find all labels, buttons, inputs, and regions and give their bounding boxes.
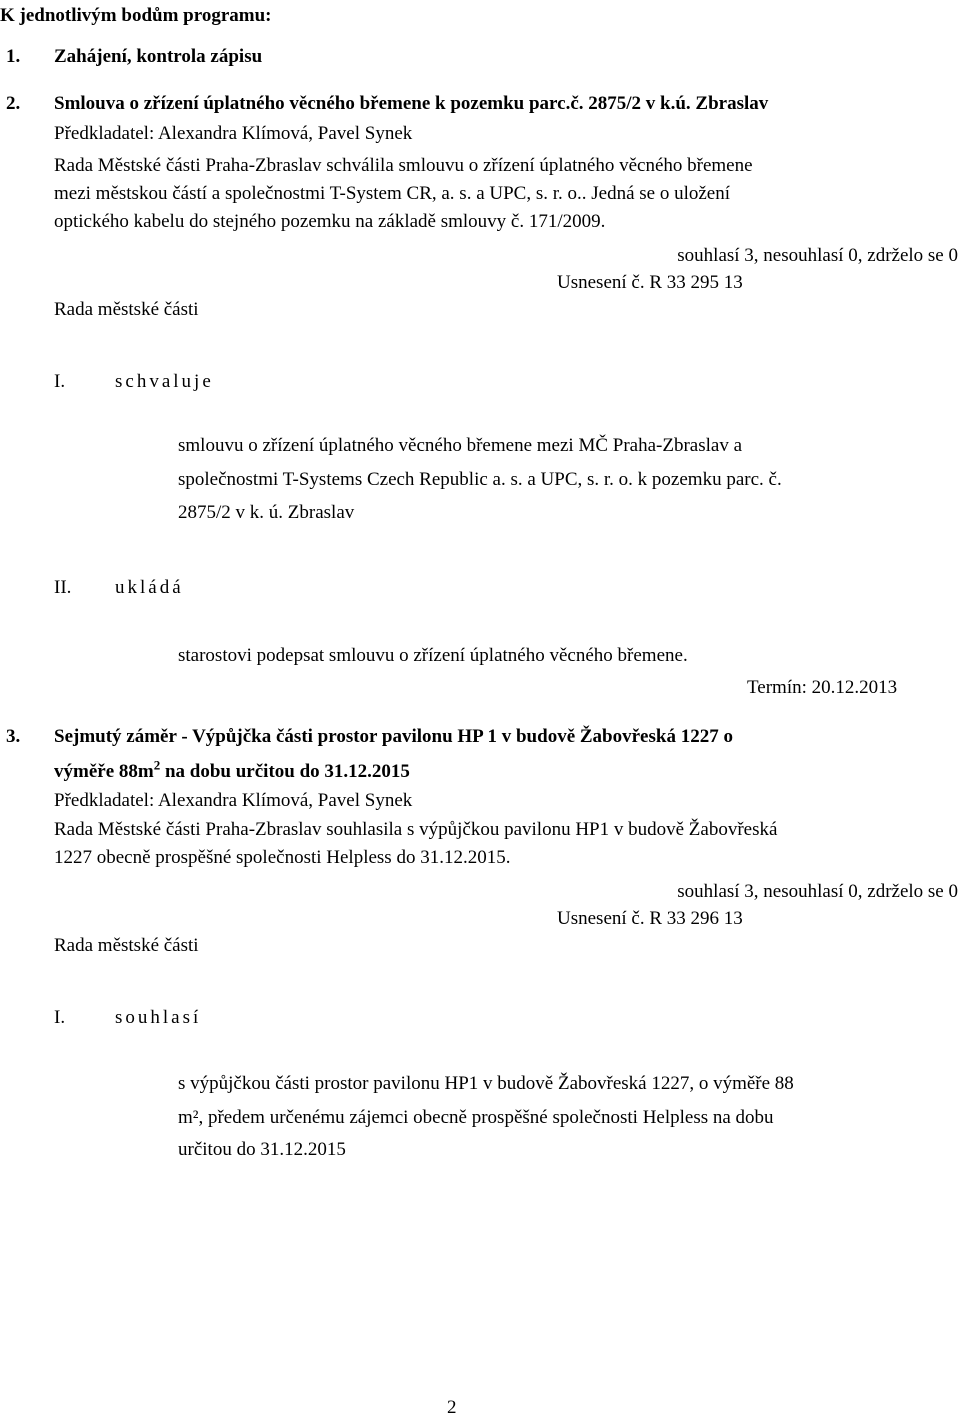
item-3-section-1-text-line: m², předem určenému zájemci obecně prospěšné společnosti Helpless na dobu [178, 1107, 774, 1128]
item-2-section-1-text-line: 2875/2 v k. ú. Zbraslav [178, 502, 355, 523]
item-2-description-line: mezi městskou částí a společnostmi T-System CR, a. s. a UPC, s. r. o.. Jedná se o uložení [54, 183, 731, 204]
item-1-title: Zahájení, kontrola zápisu [54, 46, 263, 67]
item-2-section-1-verb: schvaluje [115, 371, 214, 392]
item-2-description-line: Rada Městské části Praha-Zbraslav schválila smlouvu o zřízení úplatného věcného břemene [54, 155, 753, 176]
item-2-section-1-text-line: společnostmi T-Systems Czech Republic a. s. a UPC, s. r. o. k pozemku parc. č. [178, 469, 782, 490]
item-3-vote-result: souhlasí 3, nesouhlasí 0, zdrželo se 0 [677, 881, 958, 902]
item-2-vote-result: souhlasí 3, nesouhlasí 0, zdrželo se 0 [677, 245, 958, 266]
page-number: 2 [447, 1397, 457, 1418]
item-2-resolution-number: Usnesení č. R 33 295 13 [557, 272, 743, 293]
item-2-description-line: optického kabelu do stejného pozemku na základě smlouvy č. 171/2009. [54, 211, 606, 232]
item-3-section-1-text-line: určitou do 31.12.2015 [178, 1139, 346, 1160]
item-3-description-line: 1227 obecně prospěšné společnosti Helpless do 31.12.2015. [54, 847, 511, 868]
item-2-section-2-text-line: starostovi podepsat smlouvu o zřízení úplatného věcného břemene. [178, 645, 688, 666]
item-3-title-area: výměře 88m [54, 761, 154, 782]
item-1-number: 1. [6, 46, 21, 67]
item-3-title-term: na dobu určitou do 31.12.2015 [160, 761, 410, 782]
item-3-number: 3. [6, 726, 21, 747]
item-3-resolution-number: Usnesení č. R 33 296 13 [557, 908, 743, 929]
item-3-section-1-roman: I. [54, 1007, 66, 1028]
item-3-submitter: Předkladatel: Alexandra Klímová, Pavel Synek [54, 790, 413, 811]
item-3-title-line: Sejmutý záměr - Výpůjčka části prostor pavilonu HP 1 v budově Žabovřeská 1227 o [54, 726, 733, 747]
item-3-description-line: Rada Městské části Praha-Zbraslav souhlasila s výpůjčkou pavilonu HP1 v budově Žabovřeská [54, 819, 778, 840]
item-3-title-superscript: 2 [153, 757, 161, 773]
item-2-section-2-roman: II. [54, 577, 72, 598]
item-2-number: 2. [6, 93, 21, 114]
item-2-section-1-text-line: smlouvu o zřízení úplatného věcného břemene mezi MČ Praha-Zbraslav a [178, 435, 742, 456]
item-3-title-line [54, 757, 410, 782]
item-2-section-1-roman: I. [54, 371, 66, 392]
item-2-council-body: Rada městské části [54, 299, 199, 320]
item-3-section-1-verb: souhlasí [115, 1007, 202, 1028]
item-2-section-2-verb: ukládá [115, 577, 184, 598]
item-2-submitter: Předkladatel: Alexandra Klímová, Pavel Synek [54, 123, 413, 144]
item-2-title: Smlouva o zřízení úplatného věcného břemene k pozemku parc.č. 2875/2 v k.ú. Zbraslav [54, 93, 769, 114]
item-3-council-body: Rada městské části [54, 935, 199, 956]
item-3-section-1-text-line: s výpůjčkou části prostor pavilonu HP1 v budově Žabovřeská 1227, o výměře 88 [178, 1073, 794, 1094]
document-heading: K jednotlivým bodům programu: [0, 5, 272, 26]
item-2-deadline: Termín: 20.12.2013 [747, 677, 898, 698]
